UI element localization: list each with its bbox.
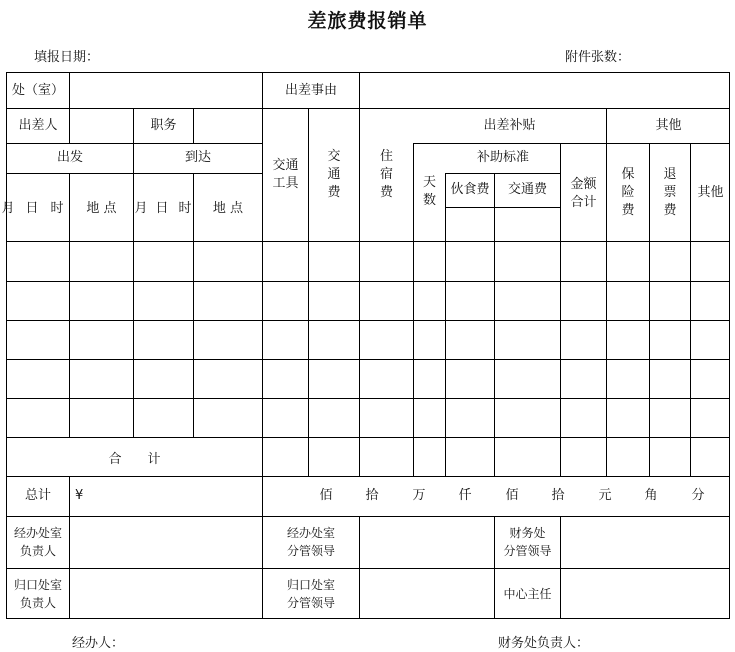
position-label: 职务 bbox=[150, 118, 177, 133]
arrive-label: 到达 bbox=[184, 150, 211, 165]
depart-place-label: 地 点 bbox=[86, 201, 117, 216]
unit-fen: 分 bbox=[691, 488, 705, 503]
standard-label: 补助标准 bbox=[476, 150, 529, 165]
sign-dept-leader-label: 经办处室 分管领导 bbox=[286, 526, 335, 558]
traveler-label: 出差人 bbox=[18, 118, 58, 133]
arrive-day-label: 日 bbox=[155, 201, 169, 216]
depart-month-label: 月 bbox=[1, 201, 15, 216]
traffic-fee-label: 交通费 bbox=[507, 182, 547, 197]
subtotal-label: 合 计 bbox=[108, 452, 161, 467]
unit-jiao: 角 bbox=[644, 488, 658, 503]
grand-total-label: 总计 bbox=[24, 488, 51, 503]
sign-owner-leader-label: 归口处室 分管领导 bbox=[286, 578, 335, 610]
finance-head-label: 财务处负责人： bbox=[498, 636, 590, 651]
sign-center-label: 中心主任 bbox=[503, 587, 552, 601]
sign-owner-head-label: 归口处室 负责人 bbox=[13, 578, 62, 610]
depart-hour-label: 时 bbox=[50, 201, 64, 216]
arrive-month-label: 月 bbox=[134, 201, 148, 216]
transport-tool-label: 交通 工具 bbox=[272, 158, 299, 191]
sign-dept-head-label: 经办处室 负责人 bbox=[13, 526, 62, 558]
depart-label: 出发 bbox=[56, 150, 83, 165]
other-label: 其他 bbox=[697, 185, 724, 200]
yen-symbol: ¥ bbox=[75, 488, 84, 503]
unit-yuan: 元 bbox=[598, 488, 612, 503]
insurance-label: 保 险 费 bbox=[621, 167, 635, 218]
arrive-place-label: 地 点 bbox=[212, 201, 244, 216]
handler-label: 经办人： bbox=[72, 636, 125, 651]
unit-bai-2: 佰 bbox=[505, 488, 519, 503]
reason-label: 出差事由 bbox=[284, 83, 337, 98]
amount-total-label: 金额 合计 bbox=[570, 177, 597, 210]
unit-qian: 仟 bbox=[458, 488, 472, 503]
attachments-label: 附件张数： bbox=[565, 50, 631, 65]
depart-day-label: 日 bbox=[25, 201, 39, 216]
sign-fin-leader-label: 财务处 分管领导 bbox=[503, 526, 552, 558]
unit-wan: 万 bbox=[412, 488, 426, 503]
lodging-fee-label: 住 宿 费 bbox=[379, 149, 393, 200]
days-label: 天 数 bbox=[422, 175, 436, 208]
unit-bai-1: 佰 bbox=[319, 488, 333, 503]
unit-shi-1: 拾 bbox=[365, 488, 379, 503]
dept-label: 处（室） bbox=[11, 83, 64, 98]
transport-fee-label: 交 通 费 bbox=[327, 149, 341, 200]
other-group-label: 其他 bbox=[655, 118, 682, 133]
refund-label: 退 票 费 bbox=[663, 167, 677, 218]
unit-shi-2: 拾 bbox=[551, 488, 565, 503]
allowance-label: 出差补贴 bbox=[483, 118, 536, 133]
form-title: 差旅费报销单 bbox=[307, 10, 428, 32]
fill-date-label: 填报日期： bbox=[34, 50, 100, 65]
meal-fee-label: 伙食费 bbox=[450, 182, 490, 197]
arrive-hour-label: 时 bbox=[178, 201, 192, 216]
